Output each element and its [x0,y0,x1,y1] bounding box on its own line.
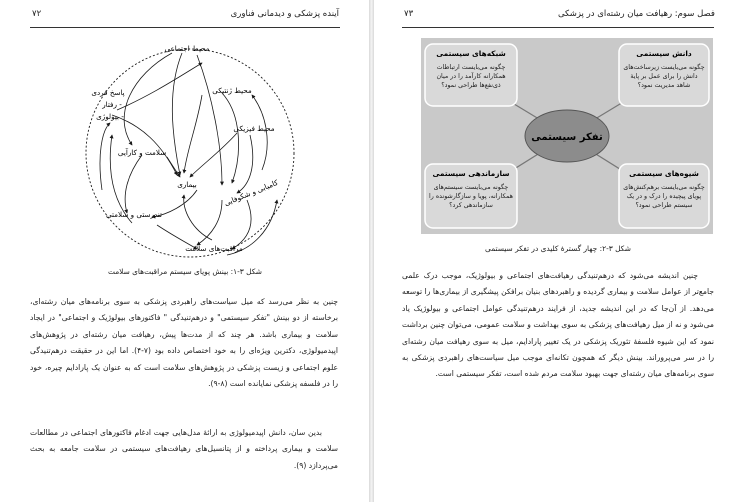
systems-thinking-center-label: تفکر سیستمی [531,132,603,143]
box-systems-organizing-body: چگونه می‌بایست سیستم‌های همکارانه، پویا و سازگارشونده را سازماندهی کرد؟ [429,184,513,209]
left-header-rule [30,27,340,28]
box-systems-networks-title: شبکه‌های سیستمی [436,49,506,58]
right-page [374,0,743,502]
right-page-number: ۷۳ [404,9,414,19]
box-systems-methods-title: شیوه‌های سیستمی [629,169,699,178]
health-system-dynamic-diagram [72,35,302,263]
box-systems-knowledge-body: چگونه می‌بایست زیرساخت‌های دانش را برای عمل بر پایهٔ شاهد مدیریت نمود؟ [623,64,705,89]
right-figure-caption: شکل ۳-۲: چهار گسترهٔ کلیدی در تفکر سیستمی [485,244,631,253]
box-systems-networks-body: چگونه می‌بایست ارتباطات همکارانه کارآمد را در میان ذی‌نفع‌ها طراحی نمود؟ [436,64,506,89]
diagram-label-genetic: محیط ژنتیکی [212,86,252,95]
left-paragraph-1: چنین به نظر می‌رسد که میل سیاست‌های راهبردی پزشکی به سوی برنامه‌های میان رشته‌ای، برخاسته از دو بینش "تفکر سیستمی" و درهم‌تنیدگی " فاکتورهای بیولوژیک و اجتماعی" در ایجاد سلامت و بیماری باشد. هر چند که از مدت‌ها پیش، رهیافت میان رشته‌ای در پژوهش‌های اپیدمیولوژی، دکترین ویژه‌ای را به خود اختصاص داده بود (۷-۴). اما این در حقیقت درهم‌تنیدگی علوم اجتماعی و زیست پزشکی در پژوهش‌های سلامت است که به عنوان یک پارادایم چیره، خود را در فلسفه پزشکی نمایانده است (۸-۹). [30,297,338,389]
diagram-label-health-wellness: تندرستی و سلامتی [106,210,162,219]
diagram-label-social: محیط اجتماعی [164,44,210,53]
right-paragraph: چنین اندیشه می‌شود که درهم‌تنیدگی رهیافت‌های اجتماعی و بیولوژیک، موجب درک علمی جامع‌تر از عوامل سلامت و بیماری گردیده و راهبردهای بنیان برافکن پیشگیری از بیماری‌ها را توسعه می‌دهد. از آن‌جا که در این اندیشه جدید، از فرایند درهم‌تنیدگی عوامل اجتماعی و بیولوژیک یاد می‌شود و نه از میل رهیافت‌های پزشکی به سوی بهداشت و سلامت عمومی، می‌توان چنین برداشت نمود که این شیوه فلسفهٔ تئوریک پزشکی در یک تغییر پارادایم، میل به سوی رهیافت میان رشته‌ای را در سر می‌پروراند. بینش دیگر که همچون تکانه‌ای موجب میل سیاست‌های راهبردی پزشکی به سوی برنامه‌های میان رشته‌ای جهت بهبود سلامت مردم شده است، تفکر سیستمی است. [402,271,714,379]
diagram-label-wellbeing: کامیابی و شکوفایی [222,177,280,208]
left-page-number: ۷۲ [32,9,42,19]
box-systems-knowledge-title: دانش سیستمی [636,49,692,58]
diagram-label-biology: - بیولوژی [96,112,124,121]
right-running-header: فصل سوم: رهیافت میان رشته‌ای در پزشکی [557,9,715,19]
left-running-header: آینده پزشکی و دیدمانی فناوری [230,9,339,19]
left-figure-caption: شکل ۳-۱: بینش پویای سیستم مراقبت‌های سلامت [107,267,263,276]
diagram-label-care: مراقبت‌های سلامت [185,244,243,253]
diagram-label-health-ability: سلامت و کارآیی [117,148,167,157]
diagram-label-disease: بیماری [177,180,197,189]
diagram-label-individual: پاسخ فردی [91,88,125,97]
left-paragraph-2: بدین سان، دانش اپیدمیولوژی به ارائهٔ مدل‌هایی جهت ادغام فاکتورهای اجتماعی در مطالعات سلامت و بیماری پرداخته و از پتانسیل‌های رهیافت‌های سیستمی در سلامت جامعه به بحث می‌پردازد (۹). [30,428,338,470]
right-header-rule [402,27,714,28]
left-page [0,0,369,502]
diagram-label-behavior: - رفتار [102,100,122,109]
diagram-label-physical: محیط فیزیکی [233,124,275,133]
box-systems-organizing-title: سازماندهی سیستمی [432,169,510,178]
box-systems-methods-body: چگونه می‌بایست برهم‌کنش‌های پویای پیچیده را درک و در یک سیستم طراحی نمود؟ [623,184,705,209]
